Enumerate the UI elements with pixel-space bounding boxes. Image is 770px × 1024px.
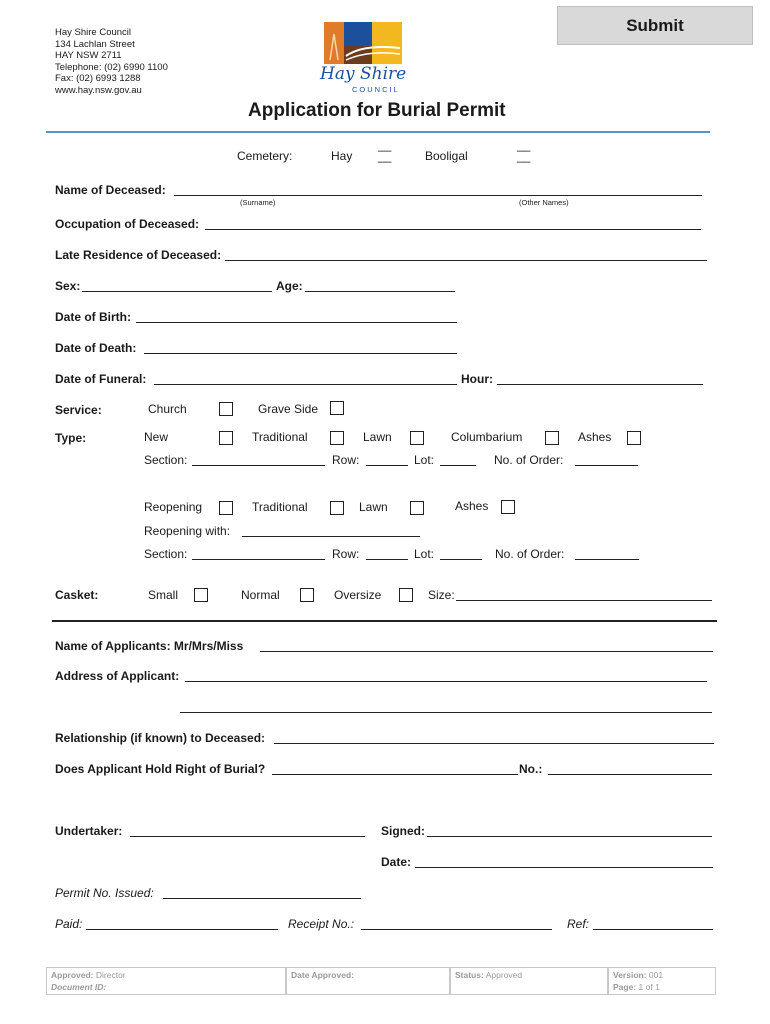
logo-text: Hay Shire [320, 64, 407, 84]
footer-version-label: Version: [613, 970, 647, 980]
service-graveside-checkbox[interactable] [330, 401, 344, 415]
order-label: No. of Order: [494, 453, 564, 467]
reopening-traditional-label: Traditional [252, 500, 308, 514]
submit-button[interactable]: Submit [557, 6, 753, 45]
age-label: Age: [276, 279, 303, 293]
late-residence-field[interactable] [225, 260, 707, 261]
reopening-ashes-label: Ashes [455, 499, 489, 513]
occupation-label: Occupation of Deceased: [55, 217, 200, 231]
applicant-names-field[interactable] [260, 651, 713, 652]
occupation-field[interactable] [205, 229, 701, 230]
undertaker-field[interactable] [130, 836, 365, 837]
hour-label: Hour: [461, 372, 493, 386]
reopening-row-label: Row: [332, 547, 360, 561]
section-field[interactable] [192, 465, 325, 466]
dob-label: Date of Birth: [55, 310, 131, 324]
relationship-label: Relationship (if known) to Deceased: [55, 731, 266, 745]
type-columbarium-checkbox[interactable] [545, 431, 559, 445]
right-of-burial-field[interactable] [272, 774, 518, 775]
reopening-with-label: Reopening with: [144, 524, 231, 538]
address-line: Hay Shire Council [55, 27, 132, 38]
footer-version-cell [608, 967, 716, 995]
late-residence-label: Late Residence of Deceased: [55, 248, 222, 262]
type-new-checkbox[interactable] [219, 431, 233, 445]
reopening-lot-label: Lot: [414, 547, 435, 561]
right-of-burial-label: Does Applicant Hold Right of Burial? [55, 762, 266, 776]
order-field[interactable] [575, 465, 638, 466]
reopening-label: Reopening [144, 500, 203, 514]
title-divider [46, 131, 710, 133]
type-lawn-label: Lawn [363, 430, 392, 444]
type-columbarium-label: Columbarium [451, 430, 523, 444]
cemetery-booligal-mark[interactable]: __ __ [517, 138, 531, 163]
ref-label: Ref: [567, 917, 590, 931]
receipt-field[interactable] [361, 929, 552, 930]
reopening-checkbox[interactable] [219, 501, 233, 515]
cemetery-hay: Hay [331, 149, 353, 163]
hour-field[interactable] [497, 384, 703, 385]
reopening-section-label: Section: [144, 547, 188, 561]
casket-small-label: Small [148, 588, 179, 602]
casket-oversize-checkbox[interactable] [399, 588, 413, 602]
signed-field[interactable] [427, 836, 712, 837]
applicant-address-label: Address of Applicant: [55, 669, 180, 683]
footer-version-value: 001 [648, 970, 664, 980]
type-new-label: New [144, 430, 169, 444]
relationship-field[interactable] [274, 743, 714, 744]
council-address [55, 27, 168, 96]
ref-field[interactable] [593, 929, 713, 930]
service-church-checkbox[interactable] [219, 402, 233, 416]
reopening-order-field[interactable] [575, 559, 639, 560]
reopening-lawn-label: Lawn [359, 500, 388, 514]
date-label: Date: [381, 855, 412, 869]
casket-size-field[interactable] [456, 600, 712, 601]
applicant-address-field[interactable] [185, 681, 707, 682]
reopening-row-field[interactable] [366, 559, 408, 560]
name-of-deceased-field[interactable] [174, 195, 702, 196]
reopening-lawn-checkbox[interactable] [410, 501, 424, 515]
age-field[interactable] [305, 291, 455, 292]
reopening-with-field[interactable] [242, 536, 420, 537]
casket-oversize-label: Oversize [334, 588, 382, 602]
cemetery-booligal: Booligal [425, 149, 468, 163]
type-traditional-label: Traditional [252, 430, 308, 444]
name-of-deceased-label: Name of Deceased: [55, 183, 166, 197]
reopening-traditional-checkbox[interactable] [330, 501, 344, 515]
funeral-date-field[interactable] [154, 384, 457, 385]
applicant-names-label: Name of Applicants: Mr/Mrs/Miss [55, 639, 244, 653]
lot-field[interactable] [440, 465, 476, 466]
undertaker-label: Undertaker: [55, 824, 123, 838]
permit-field[interactable] [163, 898, 361, 899]
row-label: Row: [332, 453, 360, 467]
footer-status-value: Approved [485, 970, 523, 980]
logo-subtext: COUNCIL [352, 85, 400, 94]
other-names-caption: (Other Names) [519, 198, 569, 207]
paid-field[interactable] [86, 929, 278, 930]
address-line: 134 Lachlan Street [55, 38, 135, 50]
footer-status-cell [450, 967, 608, 995]
type-traditional-checkbox[interactable] [330, 431, 344, 445]
casket-normal-checkbox[interactable] [300, 588, 314, 602]
dod-label: Date of Death: [55, 341, 137, 355]
footer-status-label: Status: [455, 970, 484, 980]
reopening-lot-field[interactable] [440, 559, 482, 560]
council-logo [318, 20, 408, 98]
footer-approved-value: Director [95, 970, 126, 980]
lot-label: Lot: [414, 453, 435, 467]
row-field[interactable] [366, 465, 408, 466]
funeral-date-label: Date of Funeral: [55, 372, 147, 386]
sex-label: Sex: [55, 279, 81, 293]
footer-page-label: Page: [613, 982, 637, 992]
right-no-label: No.: [519, 762, 543, 776]
service-church-label: Church [148, 402, 187, 416]
surname-caption: (Surname) [240, 198, 276, 207]
dob-field[interactable] [136, 322, 457, 323]
address-line: Telephone: (02) 6990 1100 [55, 61, 168, 73]
right-no-field[interactable] [548, 774, 712, 775]
section-label: Section: [144, 453, 188, 467]
casket-size-label: Size: [428, 588, 455, 602]
permit-label: Permit No. Issued: [55, 886, 154, 900]
address-line: Fax: (02) 6993 1288 [55, 73, 141, 84]
casket-label: Casket: [55, 588, 99, 602]
casket-normal-label: Normal [241, 588, 280, 602]
type-ashes-label: Ashes [578, 430, 612, 444]
footer-approved-label: Approved: [51, 970, 94, 980]
reopening-ashes-checkbox[interactable] [501, 500, 515, 514]
footer-docid-label: Document ID: [51, 982, 107, 992]
date-field[interactable] [415, 867, 713, 868]
signed-label: Signed: [381, 824, 425, 838]
reopening-section-field[interactable] [192, 559, 325, 560]
type-label: Type: [55, 431, 87, 445]
footer-date-approved-cell [286, 967, 450, 995]
cemetery-hay-mark[interactable]: __ __ [378, 138, 392, 163]
receipt-label: Receipt No.: [288, 917, 355, 931]
service-label: Service: [55, 403, 102, 417]
sex-field[interactable] [82, 291, 272, 292]
page-title: Application for Burial Permit [248, 100, 506, 121]
reopening-order-label: No. of Order: [495, 547, 565, 561]
address-line: www.hay.nsw.gov.au [55, 84, 142, 96]
footer-date-approved-label: Date Approved: [291, 970, 354, 980]
cemetery-label: Cemetery: [237, 149, 293, 163]
footer-page-value: 1 of 1 [638, 982, 660, 992]
type-lawn-checkbox[interactable] [410, 431, 424, 445]
address-line: HAY NSW 2711 [55, 50, 122, 61]
applicant-address-field-2[interactable] [180, 712, 712, 713]
footer-approved-cell [46, 967, 286, 995]
dod-field[interactable] [144, 353, 457, 354]
paid-label: Paid: [55, 917, 83, 931]
service-graveside-label: Grave Side [258, 402, 319, 416]
casket-small-checkbox[interactable] [194, 588, 208, 602]
type-ashes-checkbox[interactable] [627, 431, 641, 445]
section-divider [52, 620, 717, 622]
